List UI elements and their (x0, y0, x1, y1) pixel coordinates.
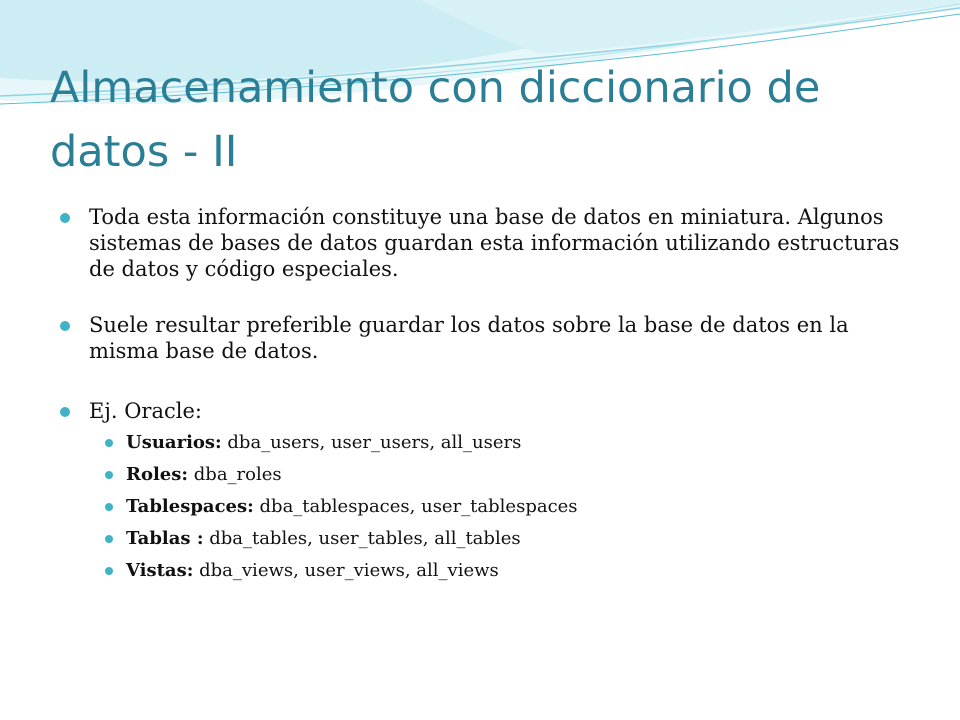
item-value: dba_views, user_views, all_views (193, 560, 499, 581)
oracle-item-users (100, 432, 920, 454)
item-value: dba_tables, user_tables, all_tables (203, 528, 521, 549)
sub-bullet-icon (105, 471, 113, 479)
bullet-text: Toda esta información constituye una base de datos en miniatura. Algunos sistemas de bases de datos guardan esta información utilizando estructuras de datos y código especiales. (89, 205, 900, 281)
bullet-icon (60, 213, 70, 223)
oracle-views-list (100, 432, 920, 582)
oracle-item-roles (100, 464, 920, 486)
bullet-icon (60, 321, 70, 331)
bullet-text: Ej. Oracle: (89, 399, 202, 423)
oracle-item-views (100, 560, 920, 582)
item-value: dba_roles (188, 464, 282, 485)
bullet-text: Suele resultar preferible guardar los datos sobre la base de datos en la misma base de datos. (89, 313, 849, 363)
bullet-item (60, 312, 920, 364)
item-value: dba_users, user_users, all_users (221, 432, 522, 453)
item-label: Vistas: (126, 560, 194, 581)
sub-bullet-icon (105, 439, 113, 447)
slide-content (60, 204, 920, 592)
sub-bullet-icon (105, 503, 113, 511)
sub-bullet-icon (105, 567, 113, 575)
item-label: Usuarios: (126, 432, 222, 453)
oracle-item-tablespaces (100, 496, 920, 518)
sub-bullet-icon (105, 535, 113, 543)
bullet-icon (60, 407, 70, 417)
item-value: dba_tablespaces, user_tablespaces (253, 496, 578, 517)
bullet-item (60, 204, 920, 282)
item-label: Tablespaces: (126, 496, 254, 517)
item-label: Roles: (126, 464, 189, 485)
slide-title: Almacenamiento con diccionario de datos - II (50, 63, 821, 177)
item-label: Tablas : (126, 528, 204, 549)
oracle-item-tables (100, 528, 920, 550)
bullet-item (60, 398, 920, 424)
